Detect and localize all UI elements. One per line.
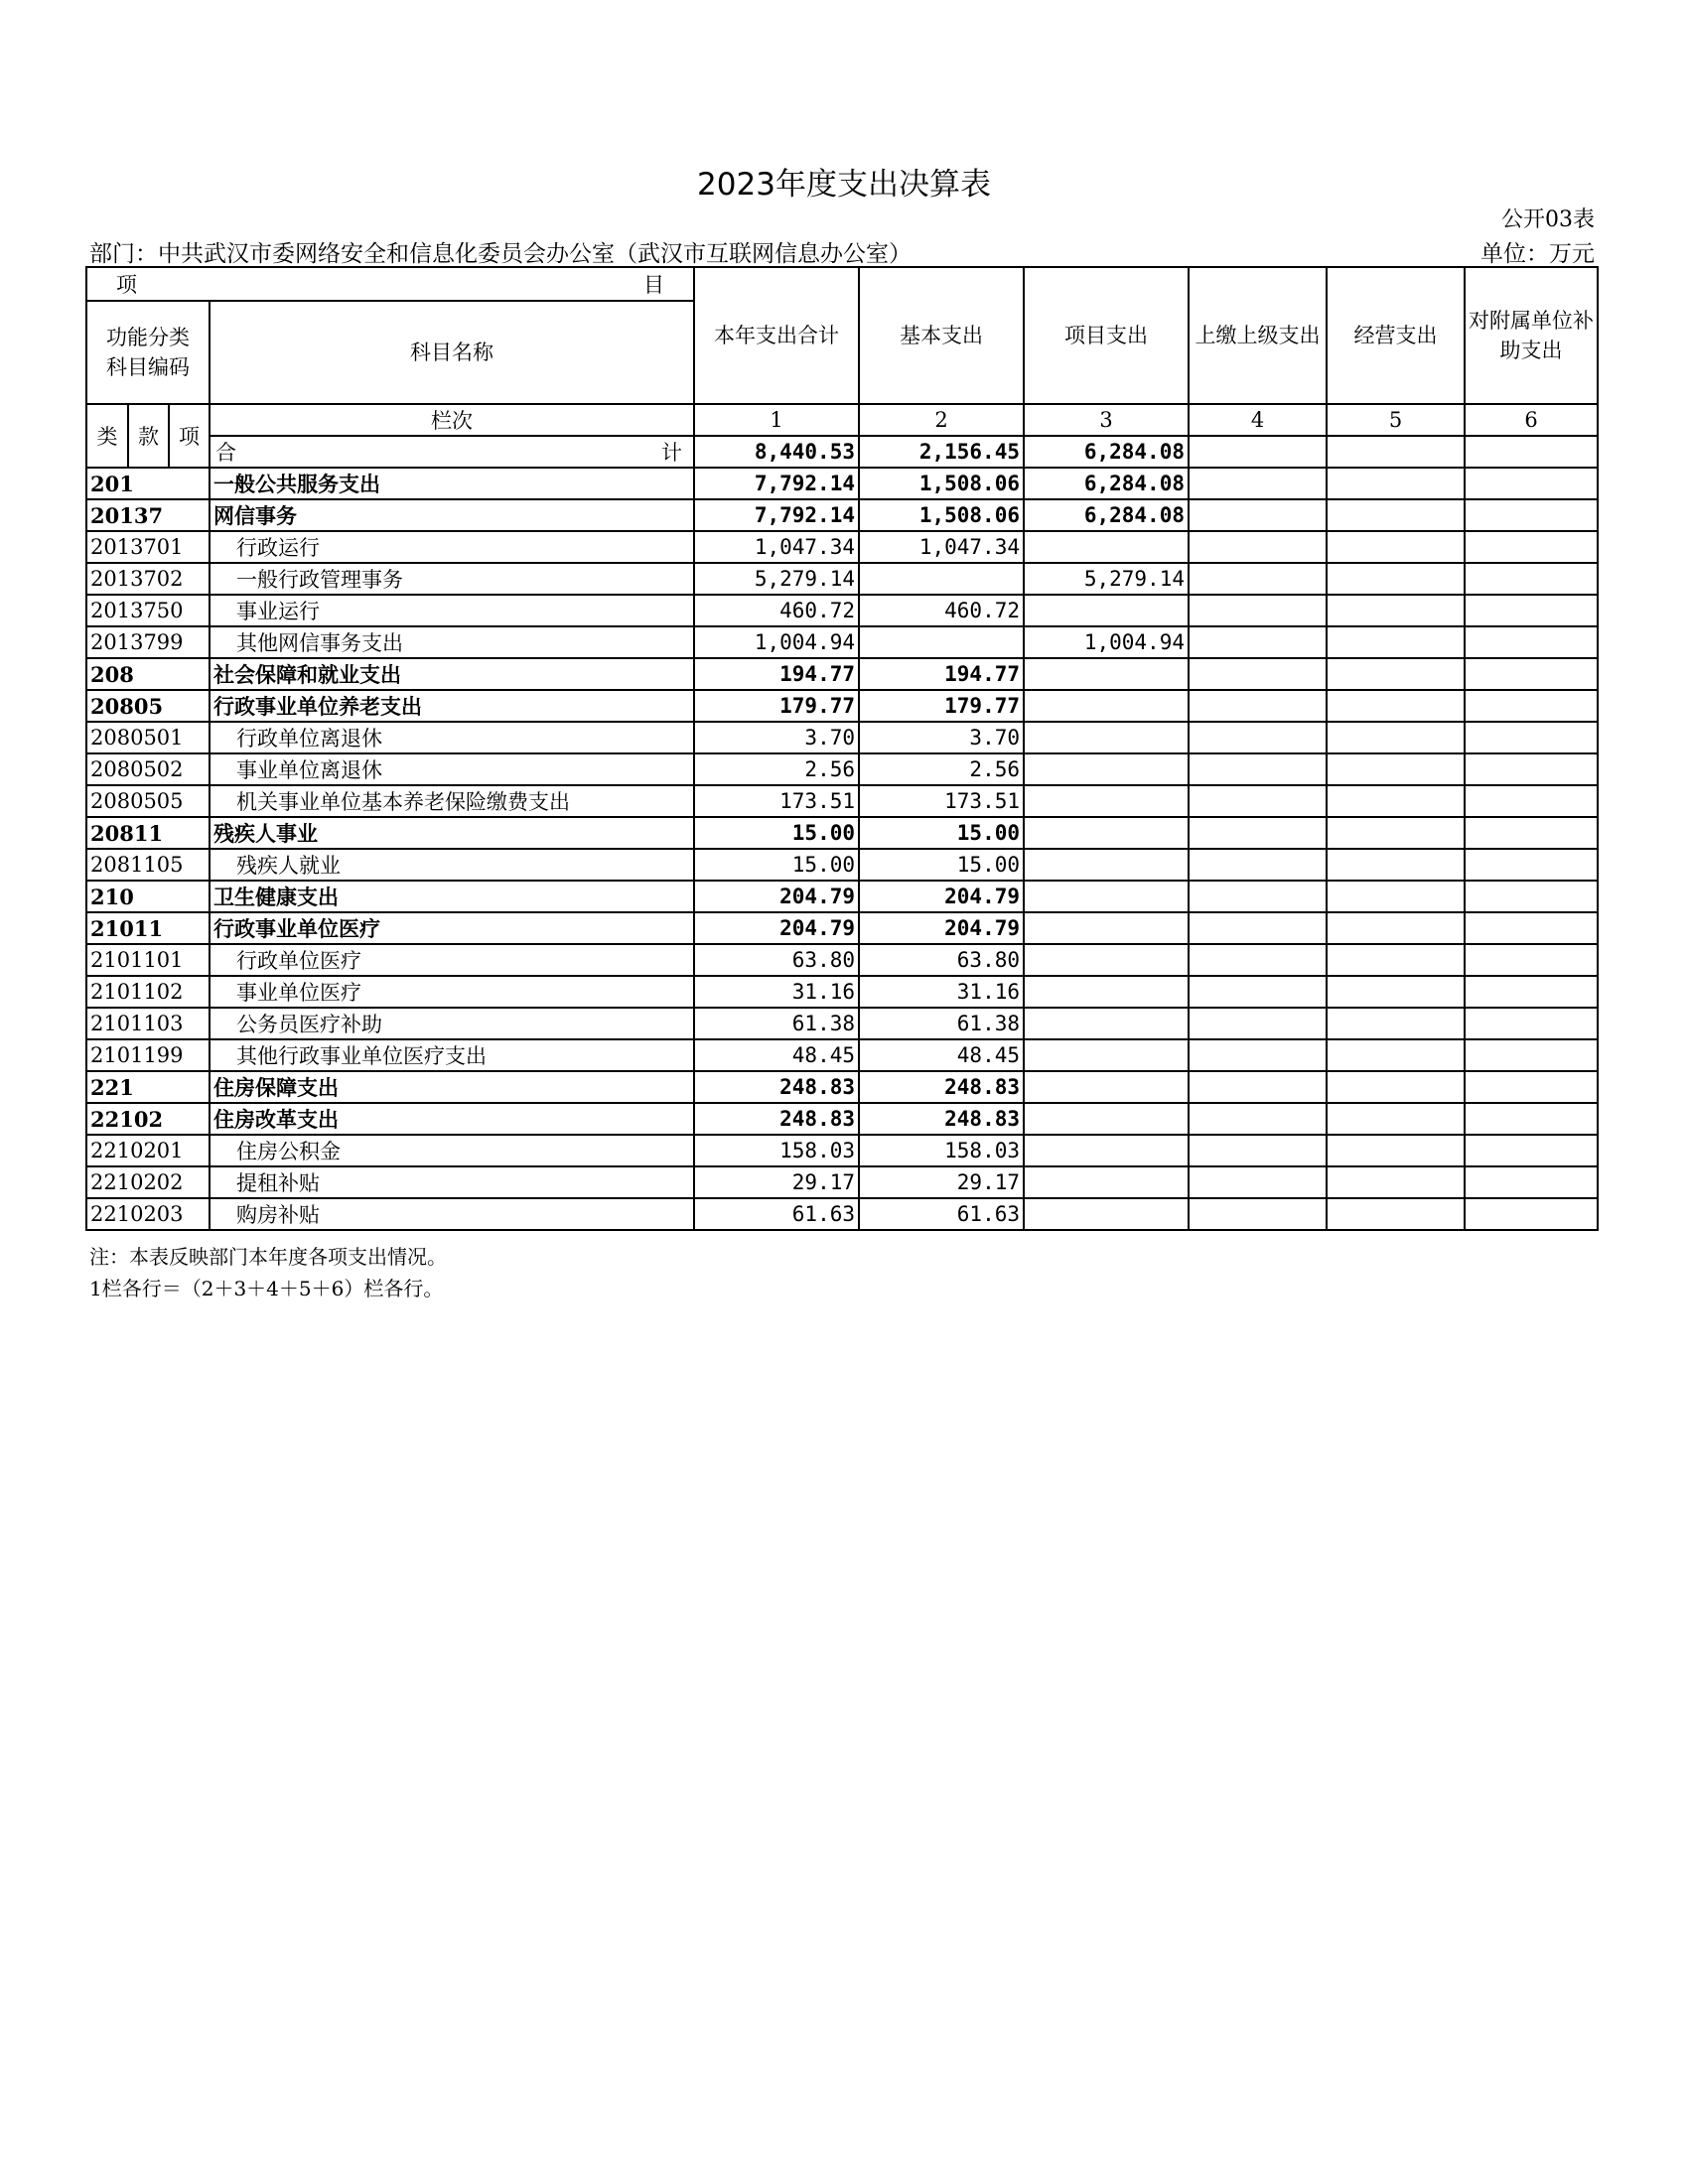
row-project: [1024, 817, 1189, 849]
row-basic: 15.00: [859, 817, 1024, 849]
func-code-header: [86, 301, 210, 404]
table-row: [86, 658, 1598, 690]
row-subsidiary: [1465, 690, 1598, 722]
row-subsidiary: [1465, 499, 1598, 531]
note-line-2: 1栏各行＝（2＋3＋4＋5＋6）栏各行。: [89, 1277, 444, 1300]
row-total: 460.72: [694, 595, 859, 626]
table-row: [86, 499, 1598, 531]
row-code: 2080505: [86, 785, 210, 817]
row-basic: 204.79: [859, 881, 1024, 912]
row-business: [1327, 1135, 1465, 1166]
row-business: [1327, 1103, 1465, 1135]
row-superior: [1189, 722, 1327, 753]
row-total: 15.00: [694, 817, 859, 849]
row-business: [1327, 1008, 1465, 1039]
row-total: 3.70: [694, 722, 859, 753]
row-project: 6,284.08: [1024, 468, 1189, 499]
row-basic: 15.00: [859, 849, 1024, 881]
row-superior: [1189, 1008, 1327, 1039]
row-superior: [1189, 531, 1327, 563]
table-row: [86, 1166, 1598, 1198]
row-business: [1327, 912, 1465, 944]
row-code: 2081105: [86, 849, 210, 881]
row-total: 1,004.94: [694, 626, 859, 658]
row-subject-name: 住房公积金: [210, 1135, 694, 1166]
row-business: [1327, 881, 1465, 912]
row-basic: 179.77: [859, 690, 1024, 722]
row-business: [1327, 785, 1465, 817]
col-project-header: 项目支出: [1024, 267, 1189, 404]
row-project: 5,279.14: [1024, 563, 1189, 595]
row-code: 201: [86, 468, 210, 499]
row-subject-name: 卫生健康支出: [210, 881, 694, 912]
row-superior: [1189, 785, 1327, 817]
row-superior: [1189, 849, 1327, 881]
table-row: [86, 626, 1598, 658]
row-business: [1327, 944, 1465, 976]
sum-total: 8,440.53: [694, 436, 859, 468]
sum-business: [1327, 436, 1465, 468]
header-row-lanci: [86, 404, 1598, 436]
row-business: [1327, 1071, 1465, 1103]
row-superior: [1189, 976, 1327, 1008]
row-subject-name: 住房改革支出: [210, 1103, 694, 1135]
row-subsidiary: [1465, 1135, 1598, 1166]
sum-row: [86, 436, 1598, 468]
kuan-cell: 款: [128, 404, 169, 468]
row-subsidiary: [1465, 912, 1598, 944]
col-subsidiary-header: 对附属单位补助支出: [1465, 267, 1598, 404]
row-business: [1327, 468, 1465, 499]
table-row: [86, 595, 1598, 626]
row-code: 2101199: [86, 1039, 210, 1071]
lanci-cell: 栏次: [210, 404, 694, 436]
table-row: [86, 912, 1598, 944]
table-row: [86, 849, 1598, 881]
row-subject-name: 机关事业单位基本养老保险缴费支出: [210, 785, 694, 817]
row-subsidiary: [1465, 1103, 1598, 1135]
table-row: [86, 468, 1598, 499]
row-code: 2013750: [86, 595, 210, 626]
row-business: [1327, 595, 1465, 626]
row-business: [1327, 531, 1465, 563]
row-project: 6,284.08: [1024, 499, 1189, 531]
row-code: 2013701: [86, 531, 210, 563]
row-superior: [1189, 1135, 1327, 1166]
row-superior: [1189, 1039, 1327, 1071]
row-project: [1024, 1008, 1189, 1039]
row-subject-name: 社会保障和就业支出: [210, 658, 694, 690]
row-total: 61.63: [694, 1198, 859, 1230]
row-total: 179.77: [694, 690, 859, 722]
row-basic: 248.83: [859, 1103, 1024, 1135]
row-code: 2013702: [86, 563, 210, 595]
row-total: 5,279.14: [694, 563, 859, 595]
department-label: 部门：中共武汉市委网络安全和信息化委员会办公室（武汉市互联网信息办公室）: [89, 241, 912, 267]
row-subject-name: 一般行政管理事务: [210, 563, 694, 595]
row-superior: [1189, 1166, 1327, 1198]
row-subject-name: 网信事务: [210, 499, 694, 531]
row-subject-name: 其他网信事务支出: [210, 626, 694, 658]
row-total: 173.51: [694, 785, 859, 817]
row-basic: 61.38: [859, 1008, 1024, 1039]
row-subsidiary: [1465, 595, 1598, 626]
table-row: [86, 722, 1598, 753]
row-subject-name: 行政单位离退休: [210, 722, 694, 753]
row-project: 1,004.94: [1024, 626, 1189, 658]
note-line-1: 注：本表反映部门本年度各项支出情况。: [89, 1245, 447, 1269]
table-row: [86, 817, 1598, 849]
row-total: 61.38: [694, 1008, 859, 1039]
row-superior: [1189, 595, 1327, 626]
row-project: [1024, 690, 1189, 722]
row-subject-name: 行政单位医疗: [210, 944, 694, 976]
row-business: [1327, 658, 1465, 690]
table-row: [86, 563, 1598, 595]
row-basic: 1,047.34: [859, 531, 1024, 563]
row-project: [1024, 912, 1189, 944]
row-project: [1024, 849, 1189, 881]
col-num-1: 1: [694, 404, 859, 436]
row-project: [1024, 1071, 1189, 1103]
row-subject-name: 行政运行: [210, 531, 694, 563]
row-subject-name: 其他行政事业单位医疗支出: [210, 1039, 694, 1071]
table-row: [86, 1103, 1598, 1135]
lei-cell: 类: [86, 404, 128, 468]
row-superior: [1189, 817, 1327, 849]
xiang-cell: 项: [169, 404, 210, 468]
row-total: 31.16: [694, 976, 859, 1008]
row-superior: [1189, 499, 1327, 531]
func-code-line1: 功能分类: [106, 326, 190, 349]
row-total: 204.79: [694, 881, 859, 912]
row-subsidiary: [1465, 722, 1598, 753]
row-superior: [1189, 1071, 1327, 1103]
row-subsidiary: [1465, 468, 1598, 499]
row-total: 7,792.14: [694, 499, 859, 531]
row-subject-name: 残疾人就业: [210, 849, 694, 881]
row-superior: [1189, 944, 1327, 976]
row-subject-name: 行政事业单位养老支出: [210, 690, 694, 722]
row-project: [1024, 531, 1189, 563]
row-code: 2080502: [86, 753, 210, 785]
unit-label: 单位：万元: [1480, 241, 1595, 267]
row-total: 248.83: [694, 1071, 859, 1103]
table-row: [86, 690, 1598, 722]
row-project: [1024, 658, 1189, 690]
row-basic: 173.51: [859, 785, 1024, 817]
row-project: [1024, 1166, 1189, 1198]
row-code: 22102: [86, 1103, 210, 1135]
table-row: [86, 1008, 1598, 1039]
sum-label-cell: [210, 436, 694, 468]
row-project: [1024, 753, 1189, 785]
row-basic: 2.56: [859, 753, 1024, 785]
row-basic: 460.72: [859, 595, 1024, 626]
row-subsidiary: [1465, 531, 1598, 563]
table-row: [86, 881, 1598, 912]
row-subject-name: 购房补贴: [210, 1198, 694, 1230]
row-code: 2080501: [86, 722, 210, 753]
row-code: 20805: [86, 690, 210, 722]
col-num-3: 3: [1024, 404, 1189, 436]
func-code-line2: 科目编码: [106, 355, 190, 379]
row-business: [1327, 976, 1465, 1008]
row-total: 29.17: [694, 1166, 859, 1198]
row-total: 7,792.14: [694, 468, 859, 499]
sum-basic: 2,156.45: [859, 436, 1024, 468]
row-business: [1327, 563, 1465, 595]
row-superior: [1189, 1198, 1327, 1230]
row-subject-name: 一般公共服务支出: [210, 468, 694, 499]
row-basic: 158.03: [859, 1135, 1024, 1166]
row-superior: [1189, 626, 1327, 658]
row-code: 2101101: [86, 944, 210, 976]
sum-subsidiary: [1465, 436, 1598, 468]
table-row: [86, 1071, 1598, 1103]
row-total: 1,047.34: [694, 531, 859, 563]
col-num-2: 2: [859, 404, 1024, 436]
sum-left-label: 合: [215, 441, 236, 465]
row-total: 48.45: [694, 1039, 859, 1071]
row-business: [1327, 626, 1465, 658]
row-code: 208: [86, 658, 210, 690]
row-business: [1327, 1198, 1465, 1230]
row-project: [1024, 1103, 1189, 1135]
row-subsidiary: [1465, 1008, 1598, 1039]
row-code: 2101102: [86, 976, 210, 1008]
row-code: 210: [86, 881, 210, 912]
table-row: [86, 1039, 1598, 1071]
table-row: [86, 1135, 1598, 1166]
row-business: [1327, 753, 1465, 785]
col-basic-header: 基本支出: [859, 267, 1024, 404]
row-business: [1327, 817, 1465, 849]
row-project: [1024, 976, 1189, 1008]
row-superior: [1189, 658, 1327, 690]
row-business: [1327, 1039, 1465, 1071]
row-basic: 1,508.06: [859, 468, 1024, 499]
row-basic: [859, 626, 1024, 658]
row-subsidiary: [1465, 785, 1598, 817]
row-superior: [1189, 881, 1327, 912]
row-code: 2210203: [86, 1198, 210, 1230]
row-basic: 204.79: [859, 912, 1024, 944]
row-subject-name: 提租补贴: [210, 1166, 694, 1198]
row-subject-name: 事业单位医疗: [210, 976, 694, 1008]
row-superior: [1189, 468, 1327, 499]
row-total: 194.77: [694, 658, 859, 690]
row-total: 63.80: [694, 944, 859, 976]
col-num-6: 6: [1465, 404, 1598, 436]
col-num-5: 5: [1327, 404, 1465, 436]
row-total: 248.83: [694, 1103, 859, 1135]
row-subsidiary: [1465, 881, 1598, 912]
row-total: 158.03: [694, 1135, 859, 1166]
row-subsidiary: [1465, 563, 1598, 595]
row-total: 204.79: [694, 912, 859, 944]
row-superior: [1189, 1103, 1327, 1135]
row-business: [1327, 849, 1465, 881]
row-basic: 48.45: [859, 1039, 1024, 1071]
subject-name-header: 科目名称: [210, 301, 694, 404]
sum-project: 6,284.08: [1024, 436, 1189, 468]
row-subsidiary: [1465, 849, 1598, 881]
row-subsidiary: [1465, 944, 1598, 976]
row-basic: 1,508.06: [859, 499, 1024, 531]
row-subsidiary: [1465, 626, 1598, 658]
row-subsidiary: [1465, 1198, 1598, 1230]
table-row: [86, 753, 1598, 785]
sum-superior: [1189, 436, 1327, 468]
row-code: 20811: [86, 817, 210, 849]
page-title: 2023年度支出决算表: [697, 167, 991, 203]
row-business: [1327, 690, 1465, 722]
row-basic: 63.80: [859, 944, 1024, 976]
row-business: [1327, 499, 1465, 531]
row-superior: [1189, 563, 1327, 595]
row-basic: 248.83: [859, 1071, 1024, 1103]
row-code: 21011: [86, 912, 210, 944]
row-subject-name: 住房保障支出: [210, 1071, 694, 1103]
row-code: 2210202: [86, 1166, 210, 1198]
expenditure-table: [85, 266, 1599, 1231]
col-business-header: 经营支出: [1327, 267, 1465, 404]
row-subsidiary: [1465, 817, 1598, 849]
row-code: 2210201: [86, 1135, 210, 1166]
row-project: [1024, 785, 1189, 817]
row-total: 2.56: [694, 753, 859, 785]
row-subsidiary: [1465, 658, 1598, 690]
table-row: [86, 944, 1598, 976]
row-code: 2013799: [86, 626, 210, 658]
row-project: [1024, 944, 1189, 976]
item-left-label: 项: [116, 273, 137, 297]
row-superior: [1189, 912, 1327, 944]
row-project: [1024, 1135, 1189, 1166]
row-code: 2101103: [86, 1008, 210, 1039]
row-subsidiary: [1465, 753, 1598, 785]
row-project: [1024, 1198, 1189, 1230]
item-right-label: 目: [643, 273, 664, 297]
row-project: [1024, 881, 1189, 912]
row-basic: 29.17: [859, 1166, 1024, 1198]
row-subsidiary: [1465, 1166, 1598, 1198]
row-project: [1024, 722, 1189, 753]
row-basic: 31.16: [859, 976, 1024, 1008]
sum-right-label: 计: [661, 441, 682, 465]
col-num-4: 4: [1189, 404, 1327, 436]
row-business: [1327, 722, 1465, 753]
table-row: [86, 531, 1598, 563]
row-subject-name: 事业运行: [210, 595, 694, 626]
row-basic: [859, 563, 1024, 595]
row-subsidiary: [1465, 1039, 1598, 1071]
row-subject-name: 残疾人事业: [210, 817, 694, 849]
row-subject-name: 事业单位离退休: [210, 753, 694, 785]
row-subject-name: 行政事业单位医疗: [210, 912, 694, 944]
row-total: 15.00: [694, 849, 859, 881]
row-business: [1327, 1166, 1465, 1198]
row-basic: 194.77: [859, 658, 1024, 690]
row-superior: [1189, 690, 1327, 722]
row-project: [1024, 595, 1189, 626]
table-row: [86, 976, 1598, 1008]
col-superior-header: 上缴上级支出: [1189, 267, 1327, 404]
row-subject-name: 公务员医疗补助: [210, 1008, 694, 1039]
table-row: [86, 1198, 1598, 1230]
row-basic: 61.63: [859, 1198, 1024, 1230]
form-number: 公开03表: [1501, 207, 1595, 232]
row-code: 221: [86, 1071, 210, 1103]
item-header-cell: [86, 267, 694, 301]
table-row: [86, 785, 1598, 817]
col-total-header: 本年支出合计: [694, 267, 859, 404]
row-basic: 3.70: [859, 722, 1024, 753]
row-project: [1024, 1039, 1189, 1071]
row-subsidiary: [1465, 1071, 1598, 1103]
row-superior: [1189, 753, 1327, 785]
row-code: 20137: [86, 499, 210, 531]
row-subsidiary: [1465, 976, 1598, 1008]
header-row-item: [86, 267, 1598, 301]
